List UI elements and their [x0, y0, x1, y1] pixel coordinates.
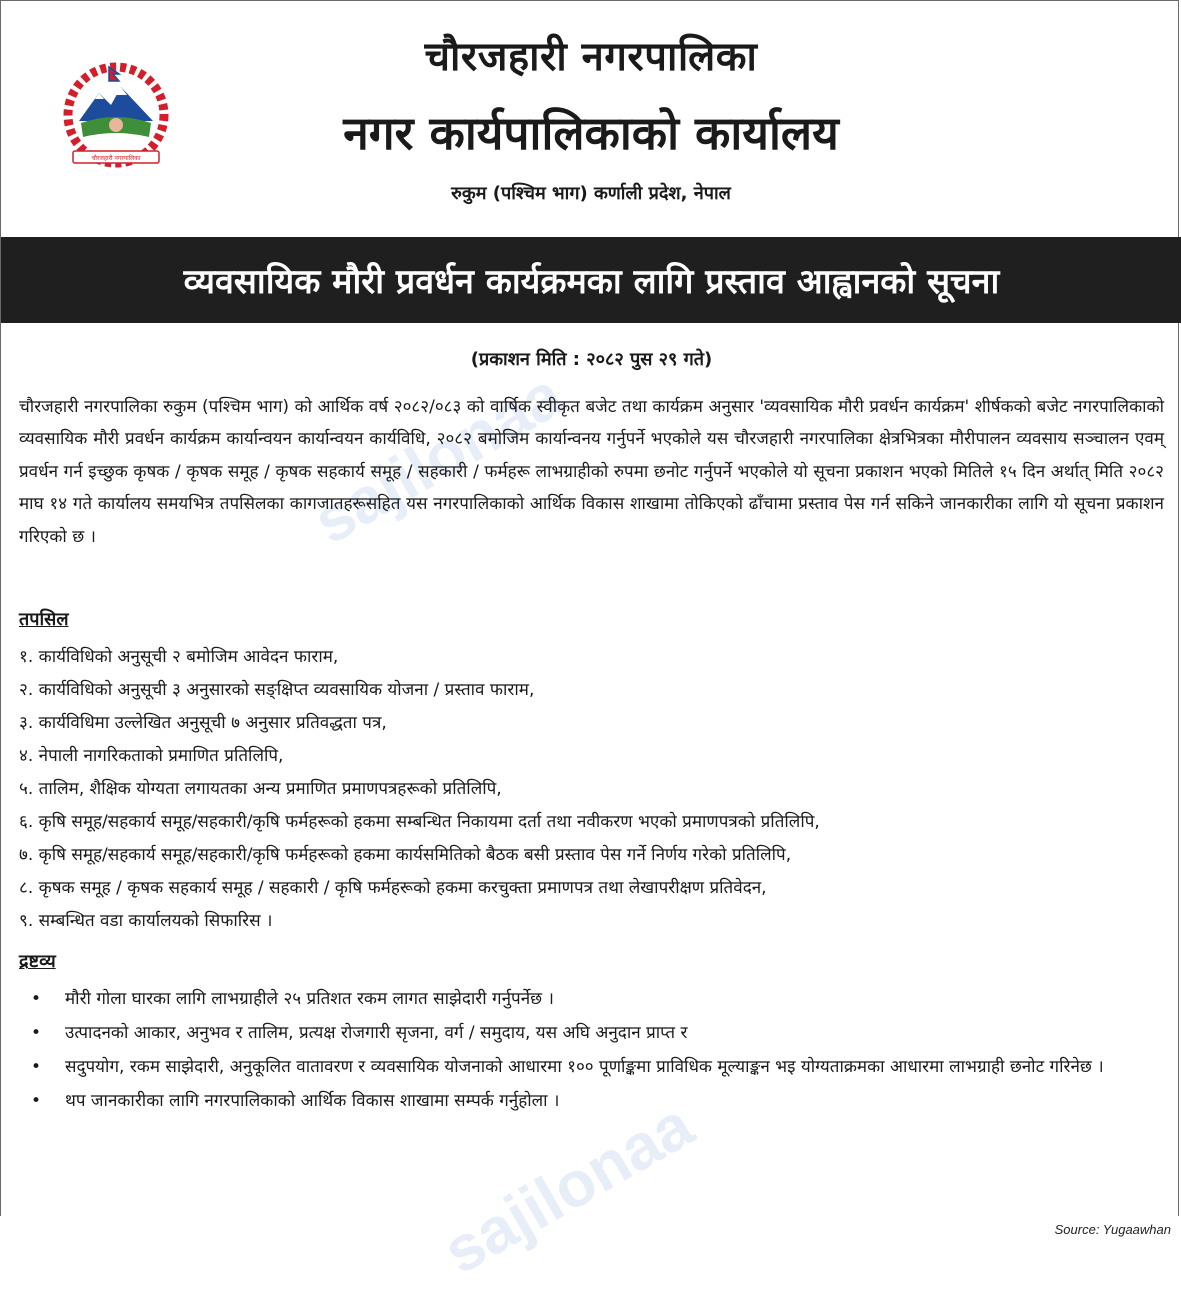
municipality-name: चौरजहारी नगरपालिका: [424, 34, 758, 80]
list-item: ५. तालिम, शैक्षिक योग्यता लगायतका अन्य प्रमाणित प्रमाणपत्रहरूको प्रतिलिपि,: [19, 779, 502, 799]
list-item: ७. कृषि समूह/सहकार्य समूह/सहकारी/कृषि फर्महरूको हकमा कार्यसमितिको बैठक बसी प्रस्ताव पेस गर्ने निर्णय गरेको प्रतिलिपि,: [19, 845, 792, 865]
list-item: ८. कृषक समूह / कृषक सहकार्य समूह / सहकारी / कृषि फर्महरूको हकमा करचुक्ता प्रमाणपत्र तथा लेखापरीक्षण प्रतिवेदन,: [19, 878, 767, 898]
note-item: [31, 1051, 1161, 1083]
bullet-icon: •: [31, 1057, 42, 1077]
list-item: २. कार्यविधिको अनुसूची ३ अनुसारको सङ्क्षिप्त व्यवसायिक योजना / प्रस्ताव फाराम,: [19, 680, 535, 700]
note-text: थप जानकारीका लागि नगरपालिकाको आर्थिक विकास शाखामा सम्पर्क गर्नुहोला ।: [65, 1091, 560, 1111]
office-name: नगर कार्यपालिकाको कार्यालय: [343, 106, 839, 160]
bullet-icon: •: [31, 1091, 42, 1111]
notice-title-banner: [1, 237, 1181, 323]
note-text: उत्पादनको आकार, अनुभव र तालिम, प्रत्यक्ष रोजगारी सृजना, वर्ग / समुदाय, यस अघि अनुदान प्राप्त र: [65, 1023, 688, 1043]
watermark: sajilonaa: [301, 358, 575, 558]
note-text: मौरी गोला घारका लागि लाभग्राहीले २५ प्रतिशत रकम लागत साझेदारी गर्नुपर्नेछ ।: [65, 989, 554, 1009]
note-item: [31, 1017, 1161, 1049]
details-list: [19, 641, 1164, 938]
watermark: sajilonaa: [431, 1088, 705, 1288]
publication-date: (प्रकाशन मिति : २०८२ पुस २९ गते): [470, 349, 713, 370]
note-text: सदुपयोग, रकम साझेदारी, अनुकूलित वातावरण र व्यवसायिक योजनाको आधारमा १०० पूर्णाङ्कमा प्राविधिक मूल्याङ्कन भइ योग्यताक्रमका आधारमा लाभग्राही छनोट गरिनेछ ।: [65, 1057, 1104, 1077]
list-item: १. कार्यविधिको अनुसूची २ बमोजिम आवेदन फाराम,: [19, 647, 339, 667]
notice-body-paragraph: चौरजहारी नगरपालिका रुकुम (पश्चिम भाग) को आर्थिक वर्ष २०८२/०८३ को वार्षिक स्वीकृत बजेट तथा कार्यक्रम अनुसार 'व्यवसायिक मौरी प्रवर्धन कार्यक्रम' शीर्षकको बजेट नगरपालिकाको व्यवसायिक मौरी प्रवर्धन कार्यक्रम कार्यान्वयन कार्यान्वयन कार्यविधि, २०८२ बमोजिम कार्यान्वनय गर्नुपर्ने भएकोले यस चौरजहारी नगरपालिका क्षेत्रभित्रका मौरीपालन व्यवसाय सञ्चालन एवम् प्रवर्धन गर्न इच्छुक कृषक / कृषक समूह / कृषक सहकार्य समूह / सहकारी / फर्महरू लाभग्राहीको रुपमा छनोट गर्नुपर्ने भएकोले यो सूचना प्रकाशन भएको मितिले १५ दिन अर्थात् मिति २०८२ माघ १४ गते कार्यालय समयभित्र तपसिलका कागजातहरूसहित यस नगरपालिकाको आर्थिक विकास शाखामा तोकिएको ढाँचामा प्रस्ताव पेस गर्न सकिने जानकारीका लागि यो सूचना प्रकाशन गरिएको छ ।: [19, 397, 1164, 547]
list-item: ९. सम्बन्धित वडा कार्यालयको सिफारिस ।: [19, 911, 273, 931]
list-item: ६. कृषि समूह/सहकार्य समूह/सहकारी/कृषि फर्महरूको हकमा सम्बन्धित निकायमा दर्ता तथा नवीकरण भएको प्रमाणपत्रको प्रतिलिपि,: [19, 812, 820, 832]
source-credit: Source: Yugaawhan: [1054, 1222, 1171, 1237]
notes-heading: द्रष्टव्य: [19, 951, 56, 972]
details-heading: तपसिल: [19, 609, 69, 630]
note-item: [31, 983, 1161, 1015]
bullet-icon: •: [31, 1023, 42, 1043]
bullet-icon: •: [31, 989, 42, 1009]
municipality-emblem-logo: [57, 59, 175, 169]
notes-list: [31, 983, 1161, 1119]
list-item: ४. नेपाली नागरिकताको प्रमाणित प्रतिलिपि,: [19, 746, 284, 766]
note-item: [31, 1085, 1161, 1117]
notice-title: व्यवसायिक मौरी प्रवर्धन कार्यक्रमका लागि प्रस्ताव आह्वानको सूचना: [183, 262, 1000, 302]
list-item: ३. कार्यविधिमा उल्लेखित अनुसूची ७ अनुसार प्रतिवद्धता पत्र,: [19, 713, 387, 733]
emblem-caption: चौरजहारी नगरपालिका: [91, 155, 141, 162]
office-address: रुकुम (पश्चिम भाग) कर्णाली प्रदेश, नेपाल: [451, 183, 731, 204]
